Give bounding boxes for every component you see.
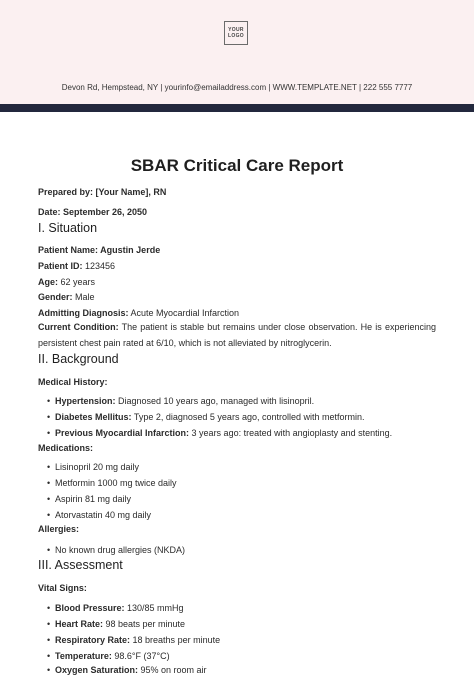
contact-info: Devon Rd, Hempstead, NY | yourinfo@emailaddress.com | WWW.TEMPLATE.NET | 222 555 7777	[61, 83, 413, 92]
condition-label: Current Condition:	[38, 322, 119, 332]
section-heading-assessment: III. Assessment	[38, 558, 123, 572]
subheading-medications: Medications:	[38, 443, 94, 453]
list-item: • Previous Myocardial Infarction: 3 years ago: treated with angioplasty and stenting.	[47, 428, 393, 438]
logo-text-line1: YOUR	[228, 27, 244, 33]
report-title: SBAR Critical Care Report	[130, 156, 344, 175]
patient-id-label: Patient ID:	[38, 261, 83, 271]
current-condition	[38, 319, 436, 351]
age-label: Age:	[38, 277, 58, 287]
patient-name: Patient Name: Agustin Jerde	[38, 245, 161, 255]
gender-value: Male	[72, 292, 95, 302]
subheading-vital-signs: Vital Signs:	[38, 583, 87, 593]
subheading-allergies: Allergies:	[38, 524, 80, 534]
age-value: 62 years	[58, 277, 96, 287]
condition-value: The patient is stable but remains under close observation. He is experiencing persistent chest pain rated at 6/10, which is not alleviated by nitroglycerin.	[38, 322, 436, 348]
logo-placeholder	[224, 21, 248, 45]
list-item: • Atorvastatin 40 mg daily	[47, 510, 152, 520]
patient-id-value: 123456	[82, 261, 116, 271]
diagnosis-value: Acute Myocardial Infarction	[128, 308, 240, 318]
list-item: • Temperature: 98.6°F (37°C)	[47, 651, 170, 661]
list-item: • Diabetes Mellitus: Type 2, diagnosed 5 years ago, controlled with metformin.	[47, 412, 365, 422]
list-item: • Metformin 1000 mg twice daily	[47, 478, 177, 488]
list-item: • Respiratory Rate: 18 breaths per minute	[47, 635, 221, 645]
letterhead	[0, 0, 474, 104]
logo-text-line2: LOGO	[228, 33, 244, 39]
subheading-medical-history: Medical History:	[38, 377, 108, 387]
list-item: • No known drug allergies (NKDA)	[47, 545, 186, 555]
list-item: • Blood Pressure: 130/85 mmHg	[47, 603, 184, 613]
patient-id	[38, 261, 115, 271]
patient-age	[38, 277, 95, 287]
list-item: • Lisinopril 20 mg daily	[47, 462, 140, 472]
admitting-diagnosis	[38, 308, 239, 318]
patient-gender	[38, 292, 95, 302]
report-date: Date: September 26, 2050	[38, 207, 148, 217]
list-item: • Aspirin 81 mg daily	[47, 494, 132, 504]
section-heading-background: II. Background	[38, 352, 119, 366]
header-divider-band	[0, 104, 474, 112]
diagnosis-label: Admitting Diagnosis:	[38, 308, 129, 318]
list-item: • Oxygen Saturation: 95% on room air	[47, 665, 207, 675]
list-item: • Heart Rate: 98 beats per minute	[47, 619, 186, 629]
section-heading-situation: I. Situation	[38, 221, 98, 235]
list-item: • Hypertension: Diagnosed 10 years ago, managed with lisinopril.	[47, 396, 315, 406]
gender-label: Gender:	[38, 292, 73, 302]
prepared-by: Prepared by: [Your Name], RN	[38, 187, 167, 197]
